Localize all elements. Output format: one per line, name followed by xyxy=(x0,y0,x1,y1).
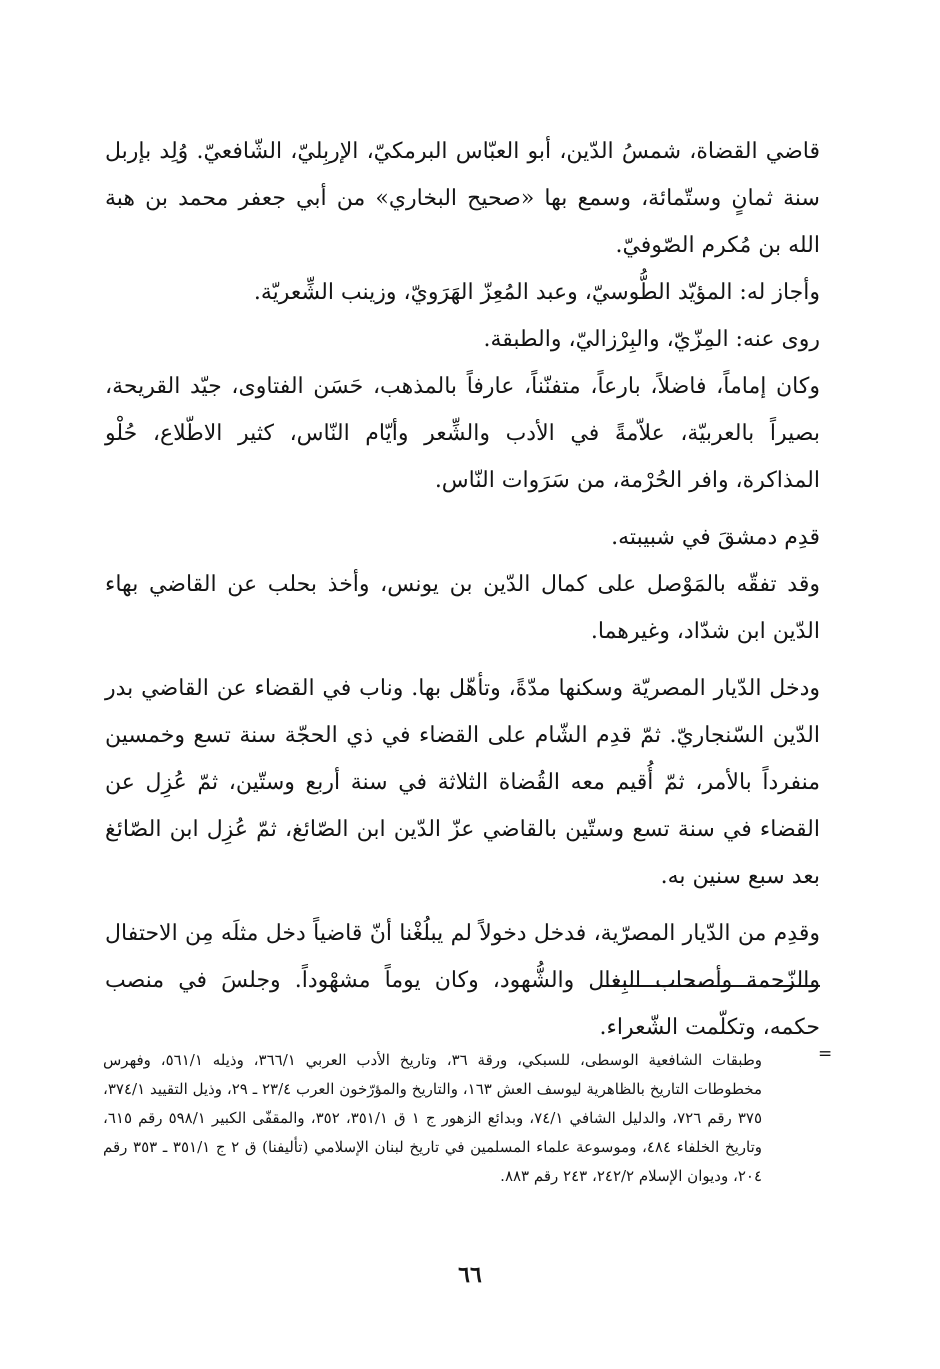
footnote-continuation-marker: = xyxy=(818,1044,833,1064)
paragraph-1: قاضي القضاة، شمسُ الدّين، أبو العبّاس البرمكيّ، الإربِليّ، الشّافعيّ. وُلِد بإربل سنة ثمانٍ وستّمائة، وسمع بها «صحيح البخاري» من أبي جعفر محمد بن هبة الله بن مُكرم الصّوفيّ. xyxy=(105,139,820,258)
footnote-separator xyxy=(602,985,820,987)
paragraph-7: ودخل الدّيار المصريّة وسكنها مدّةً، وتأهّل بها. وناب في القضاء عن القاضي بدر الدّين السّنجاريّ. ثمّ قدِم الشّام على القضاء في ذي الحجّة سنة تسع وخمسين منفرداً بالأمر، ثمّ أُقيم معه القُضاة الثلاثة في سنة أربع وستّين، ثمّ عُزِل عن القضاء في سنة تسع وستّين بالقاضي عزّ الدّين ابن الصّائغ، ثمّ عُزِل ابن الصّائغ بعد سبع سنين به. xyxy=(105,676,820,889)
paragraph-3: روى عنه: المِزّيّ، والبِرْزاليّ، والطبقة. xyxy=(483,327,820,352)
paragraph-8: وقدِم من الدّيار المصرّية، فدخل دخولاً لم يبلُغْنا أنّ قاضياً دخل مثلَه مِن الاحتفال والزّحمة وأصحاب البِغال والشُّهود، وكان يوماً مشهْوداً. وجلسَ في منصب حكمه، وتكلّمت الشّعراء. xyxy=(105,921,820,1040)
paragraph-6: وقد تفقّه بالمَوْصل على كمال الدّين بن يونس، وأخذ بحلب عن القاضي بهاء الدّين ابن شدّاد، وغيرهما. xyxy=(105,572,820,644)
paragraph-4: وكان إماماً، فاضلاً، بارعاً، متفنّناً، عارفاً بالمذهب، حَسَن الفتاوى، جيّد القريحة، بصيراً بالعربيّة، علاّمةً في الأدب والشِّعر وأيّام النّاس، كثير الاطّلاع، حُلْو المذاكرة، وافر الحُرْمة، من سَرَوات النّاس. xyxy=(105,374,820,493)
main-text xyxy=(105,128,820,1061)
paragraph-2: وأجاز له: المؤيّد الطُّوسيّ، وعبد المُعِزّ الهَرَويّ، وزينب الشِّعريّة. xyxy=(253,280,820,305)
footnote-text: وطبقات الشافعية الوسطى، للسبكي، ورقة ٣٦، وتاريخ الأدب العربي ٣٦٦/١، وذيله ٥٦١/١، وفهرس مخطوطات التاريخ بالظاهرية ليوسف العش ١٦٣، والتاريخ والمؤرّخون العرب ٢٣/٤ ـ ٢٩، وذيل التقييد ٣٧٤/١، ٣٧٥ رقم ٧٢٦، والدليل الشافي ٧٤/١، وبدائع الزهور ج ١ ق ٣٥١/١، ٣٥٢، والمقفّى الكبير ٥٩٨/١ رقم ٦١٥، وتاريخ الخلفاء ٤٨٤، وموسوعة علماء المسلمين في تاريخ لبنان الإسلامي (تأليفنا) ق ٢ ج ٣٥١/١ ـ ٣٥٣ رقم ٢٠٤، وديوان الإسلام ٢٤٢/٢، ٢٤٣ رقم ٨٨٣. xyxy=(103,1051,763,1185)
paragraph-5: قدِم دمشقَ في شبيبته. xyxy=(611,525,820,550)
page-number: ٦٦ xyxy=(458,1262,482,1288)
